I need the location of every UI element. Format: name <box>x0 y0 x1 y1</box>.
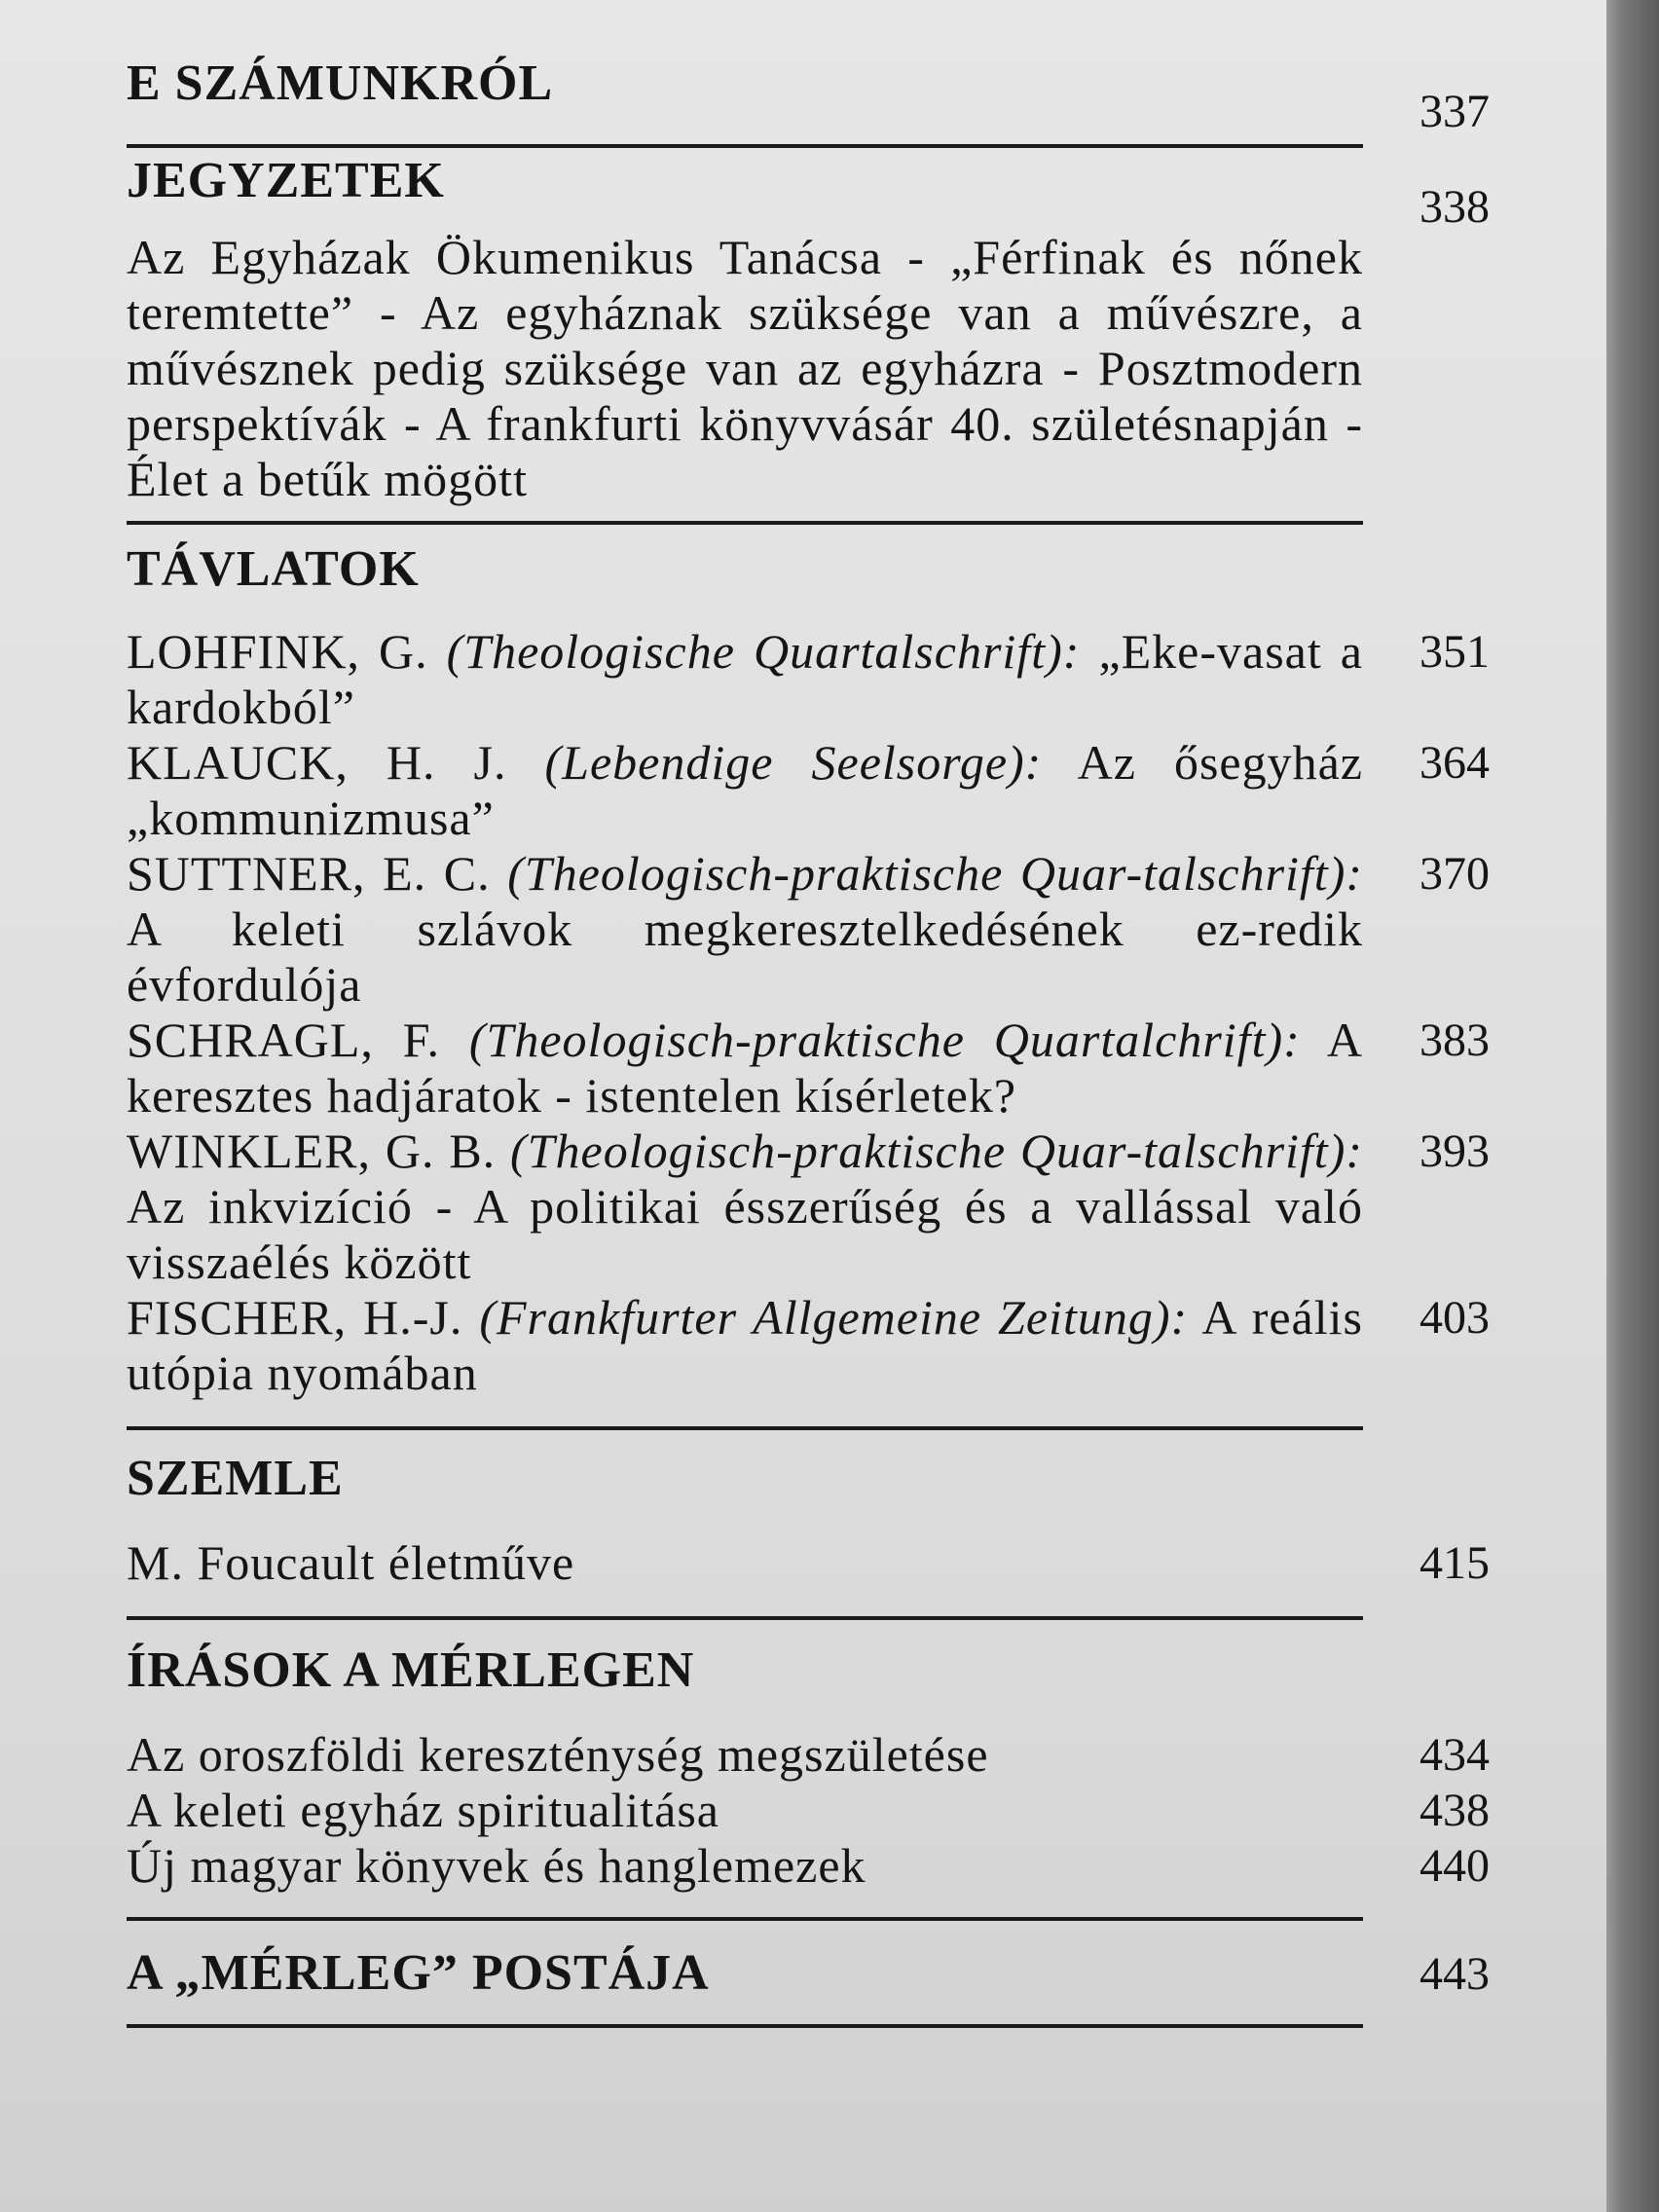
toc-entry-oroszfoldi <box>127 1727 1490 1783</box>
page-edge-shadow <box>1606 0 1659 2212</box>
toc-entry-klauck <box>127 735 1490 846</box>
page-number: 438 <box>1419 1785 1490 1836</box>
page-number: 370 <box>1419 848 1490 900</box>
section-irasok <box>127 1641 1490 1894</box>
section-heading: A „MÉRLEG” POSTÁJA <box>127 1945 710 2001</box>
section-postaja <box>127 1944 1490 2003</box>
entry-author: FISCHER, H.-J. <box>127 1290 480 1345</box>
page-number: 415 <box>1419 1537 1490 1589</box>
page-number: 403 <box>1419 1292 1490 1344</box>
page-number: 440 <box>1419 1840 1490 1892</box>
entry-author: LOHFINK, G. <box>127 624 447 679</box>
entry-journal: (Lebendige Seelsorge): <box>544 735 1043 790</box>
page-number: 383 <box>1419 1014 1490 1066</box>
entry-title: „Eke-vasat a kardokból” <box>127 624 1363 734</box>
entry-journal: (Theologisch-praktische Quar-talschrift): <box>510 1124 1364 1178</box>
entry-journal: (Frankfurter Allgemeine Zeitung): <box>479 1290 1189 1345</box>
entry-author: WINKLER, G. B. <box>127 1124 511 1178</box>
entry-title: A reális utópia nyomában <box>127 1290 1363 1400</box>
entry-title: Az inkvizíció - A politikai ésszerűség és a vallással való visszaélés között <box>127 1179 1363 1289</box>
notes-text: Az Egyházak Ökumenikus Tanácsa - „Férfinak és nőnek teremtette” - Az egyháznak szüksége van a művészre, a művésznek pedig szüksége van az egyházra - Posztmodern perspektívák - A frankfurti könyvvásár 40. születésnapján - Élet a betűk mögött <box>127 230 1363 506</box>
section-tavlatok <box>127 540 1490 1401</box>
entry-author: KLAUCK, H. J. <box>127 735 545 790</box>
section-heading: TÁVLATOK <box>127 541 420 597</box>
toc-entry-fischer <box>127 1290 1490 1401</box>
entry-title: Az oroszföldi kereszténység megszületése <box>127 1727 989 1782</box>
page-number: 364 <box>1419 737 1490 789</box>
section-jegyzetek <box>127 153 1490 507</box>
page-number: 443 <box>1419 1948 1490 2000</box>
entry-title: Az ősegyház „kommunizmusa” <box>127 735 1364 845</box>
entry-journal: (Theologisch-praktische Quar-talschrift): <box>507 846 1363 901</box>
section-heading: ÍRÁSOK A MÉRLEGEN <box>127 1642 695 1698</box>
toc-entry-suttner <box>127 846 1490 1013</box>
entry-title: A keleti egyház spiritualitása <box>127 1783 719 1837</box>
page-number: 393 <box>1419 1125 1490 1177</box>
toc-entry-spiritualitas <box>127 1783 1490 1838</box>
divider <box>127 1426 1363 1430</box>
divider <box>127 2024 1363 2028</box>
entry-journal: (Theologisch-praktische Quartalchrift): <box>468 1013 1301 1067</box>
entry-author: SUTTNER, E. C. <box>127 846 508 901</box>
page-number: 434 <box>1419 1729 1490 1781</box>
section-szemle <box>127 1450 1490 1591</box>
toc-entry-konyvek <box>127 1838 1490 1894</box>
toc-entry-lohfink <box>127 624 1490 735</box>
table-of-contents <box>127 55 1490 2028</box>
page-number: 338 <box>1419 181 1490 233</box>
toc-entry-schragl <box>127 1013 1490 1124</box>
section-e-szamunkrol <box>127 55 1490 137</box>
entry-journal: (Theologische Quartalschrift): <box>446 624 1081 679</box>
divider <box>127 1616 1363 1620</box>
entry-title: A keresztes hadjáratok - istentelen kísérletek? <box>127 1013 1363 1123</box>
page-number: 337 <box>1419 86 1490 137</box>
entry-title: A keleti szlávok megkeresztelkedésének ez-redik évfordulója <box>127 902 1363 1012</box>
page-number: 351 <box>1419 626 1490 678</box>
section-heading: E SZÁMUNKRÓL <box>127 55 554 111</box>
entry-author: SCHRAGL, F. <box>127 1013 469 1067</box>
entry-title: M. Foucault életműve <box>127 1535 575 1590</box>
toc-entry-foucault <box>127 1535 1490 1591</box>
divider <box>127 144 1363 148</box>
toc-entry-winkler <box>127 1124 1490 1290</box>
divider <box>127 1917 1363 1921</box>
divider <box>127 521 1363 525</box>
section-heading: SZEMLE <box>127 1451 344 1506</box>
section-heading: JEGYZETEK <box>127 153 445 208</box>
entry-title: Új magyar könyvek és hanglemezek <box>127 1838 866 1893</box>
